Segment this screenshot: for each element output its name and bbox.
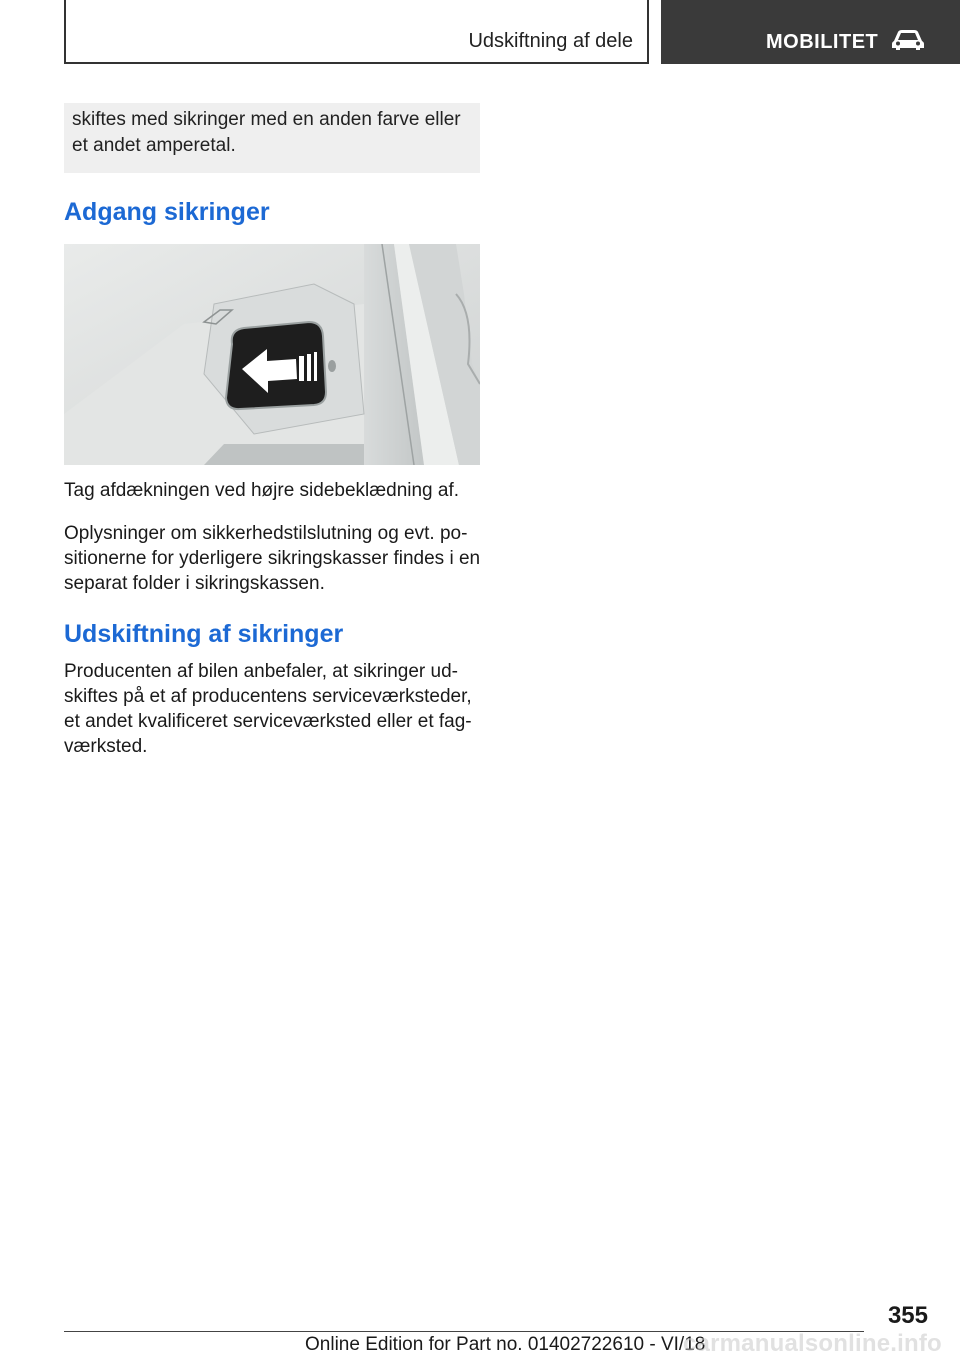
- note-line: et andet amperetal.: [72, 135, 236, 156]
- info-paragraph: [64, 521, 484, 596]
- paragraph-line: skiftes på et af producentens serviceværksteder,: [64, 686, 472, 707]
- running-header: [64, 0, 649, 64]
- chapter-tab: [661, 0, 960, 64]
- chapter-title: MOBILITET: [766, 31, 879, 53]
- replace-paragraph: [64, 659, 484, 759]
- note-line: skiftes med sikringer med en anden farve eller: [72, 109, 461, 130]
- heading-replace-fuses: Udskiftning af sikringer: [64, 620, 344, 648]
- section-title: Udskiftning af dele: [468, 30, 633, 52]
- paragraph-line: værksted.: [64, 736, 148, 757]
- note-box: [64, 103, 480, 173]
- car-icon: [891, 28, 925, 52]
- paragraph-line: separat folder i sikringskassen.: [64, 573, 325, 594]
- paragraph-line: sitionerne for yderligere sikringskasser findes i en: [64, 548, 481, 569]
- watermark: carmanualsonline.info: [683, 1330, 942, 1357]
- page-number: 355: [887, 1302, 928, 1329]
- edition-footer: Online Edition for Part no. 01402722610 - VI/18: [305, 1334, 706, 1355]
- paragraph-line: Producenten af bilen anbefaler, at sikringer ud-: [64, 661, 458, 682]
- figure-caption: Tag afdækningen ved højre sidebeklædning af.: [64, 480, 460, 501]
- paragraph-line: et andet kvalificeret serviceværksted eller et fag-: [64, 711, 472, 732]
- fuse-cover-arrow-illustration: [64, 244, 480, 465]
- heading-access-fuses: Adgang sikringer: [64, 198, 270, 226]
- fuse-cover-figure: [64, 244, 480, 465]
- paragraph-line: Oplysninger om sikkerhedstilslutning og evt. po-: [64, 523, 468, 544]
